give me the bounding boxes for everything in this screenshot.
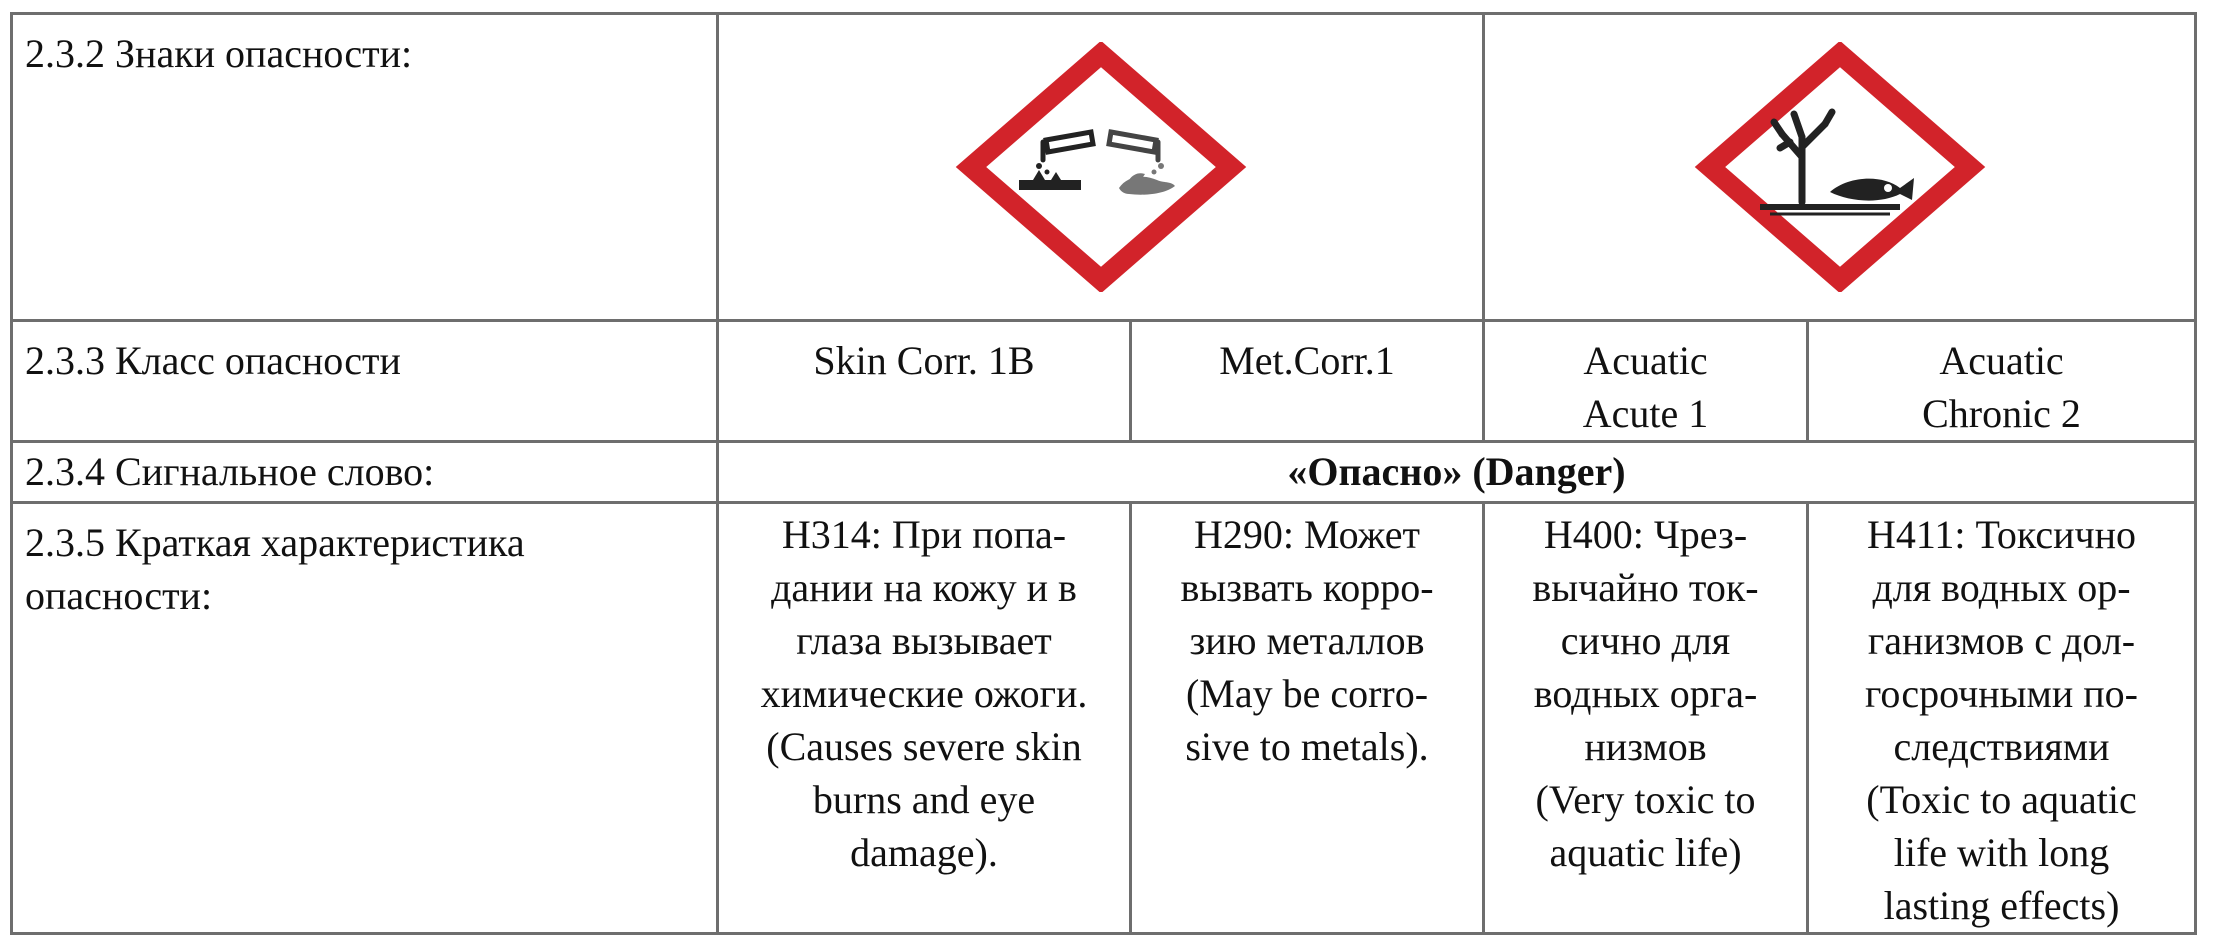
signal-word-row [12,442,2196,503]
hazard-statement-text: H411: Токсично для водных ор- ганизмов с дол- госрочными по- следствиями (Toxic to aquatic life with long lasting effects) [1865,512,2138,928]
hazard-statement-text: H314: При попа- дании на кожу и в глаза вызывает химические ожоги. (Causes severe skin burns and eye damage). [760,512,1088,875]
hazard-statement-h400 [1484,503,1808,934]
hazard-class-value: Acuatic Acute 1 [1582,338,1709,436]
hazard-class-aquatic-chronic [1808,321,2196,442]
hazard-class-skin-corr [718,321,1131,442]
hazard-statement-text: H290: Может вызвать корро- зию металлов (May be corro- sive to metals). [1180,512,1434,769]
hazard-statement-h314 [718,503,1131,934]
corrosion-pictogram-icon [951,42,1251,292]
hazard-statement-text: H400: Чрез- вычайно ток- сично для водных орга- низмов (Very toxic to aquatic life) [1532,512,1759,875]
pictograms-row [12,14,2196,321]
hazard-class-met-corr [1131,321,1484,442]
hazard-class-label: 2.3.3 Класс опасности [12,321,718,442]
signal-word-label: 2.3.4 Сигнальное слово: [12,442,718,503]
hazard-statement-h290 [1131,503,1484,934]
hazard-class-row [12,321,2196,442]
environment-pictogram-icon [1690,42,1990,292]
hazard-class-value: Skin Corr. 1B [813,338,1035,383]
hazard-statement-h411 [1808,503,2196,934]
hazard-statements-label: 2.3.5 Краткая характеристика опасности: [12,503,718,934]
corrosion-pictogram-cell [718,14,1484,321]
hazard-statements-row [12,503,2196,934]
signal-word-value: «Опасно» (Danger) [718,442,2196,503]
environment-pictogram-cell [1484,14,2196,321]
pictograms-label: 2.3.2 Знаки опасности: [12,14,718,321]
hazard-class-aquatic-acute [1484,321,1808,442]
hazard-class-value: Acuatic Chronic 2 [1922,338,2081,436]
hazard-class-value: Met.Corr.1 [1219,338,1395,383]
hazard-table [10,12,2197,935]
